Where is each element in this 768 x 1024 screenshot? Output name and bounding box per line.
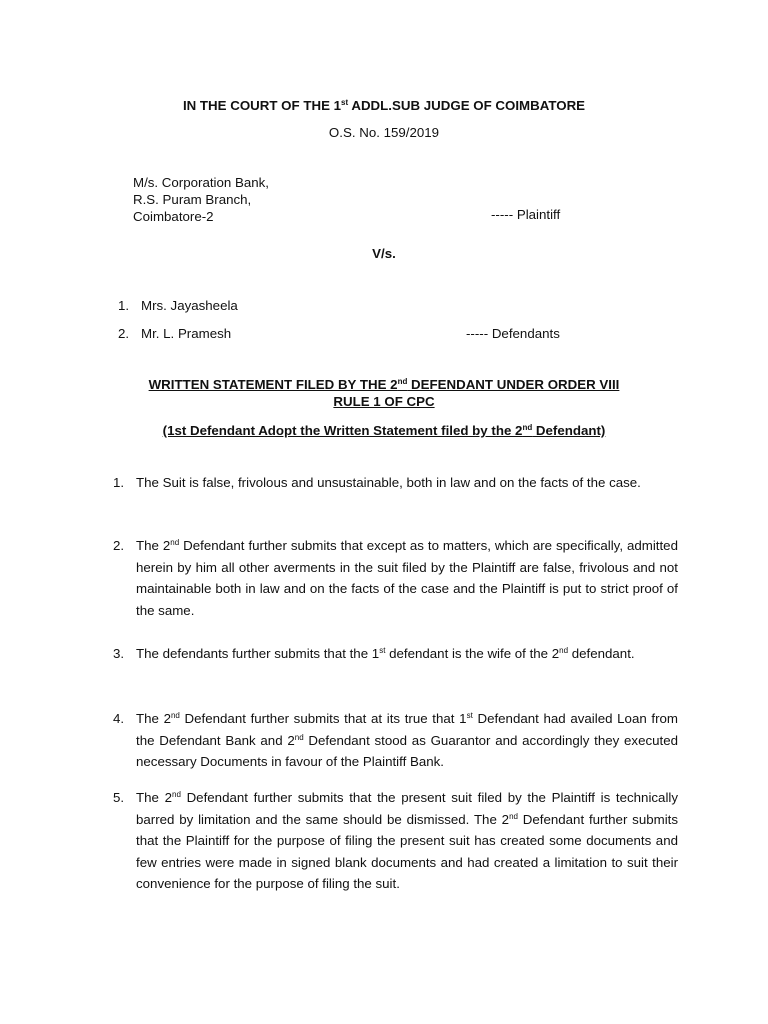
paragraph-5 [113, 787, 678, 895]
paragraph-number: 4. [113, 711, 125, 726]
paragraph-text: The 2nd Defendant further submits that the present suit filed by the Plaintiff is technically barred by limitation and the same should be dismissed. The 2nd Defendant further submits that the Plaintiff for the purpose of filing the present suit has created some documents and few entries were made in signed blank documents and had created a limitation to suit their convenience for the purpose of filing the suit. [136, 790, 678, 891]
versus-label: V/s. [372, 246, 396, 261]
paragraph-number: 5. [113, 790, 125, 805]
case-number: O.S. No. 159/2019 [328, 125, 440, 140]
defendant-1-name: Mrs. Jayasheela [141, 298, 238, 313]
defendant-2-name: Mr. L. Pramesh [141, 326, 232, 341]
court-title-suffix: ADDL.SUB JUDGE OF COIMBATORE [348, 98, 586, 113]
plaintiff-role: ----- Plaintiff [491, 207, 561, 222]
paragraph-number: 2. [113, 538, 125, 553]
statement-heading [0, 376, 768, 410]
plaintiff-branch-line: R.S. Puram Branch, [133, 192, 252, 207]
plaintiff-city-line: Coimbatore-2 [133, 209, 214, 224]
paragraph-text: The defendants further submits that the 1st defendant is the wife of the 2nd defendant. [136, 646, 635, 661]
statement-heading-line1: WRITTEN STATEMENT FILED BY THE 2nd DEFENDANT UNDER ORDER VIII [148, 377, 620, 392]
court-title-prefix: IN THE COURT OF THE 1 [182, 98, 342, 113]
paragraph-2 [113, 535, 678, 621]
statement-subheading: (1st Defendant Adopt the Written Statement filed by the 2nd Defendant) [162, 423, 606, 438]
paragraph-text: The 2nd Defendant further submits that at its true that 1st Defendant had availed Loan from the Defendant Bank and 2nd Defendant stood as Guarantor and accordingly they executed necessary Documents in favour of the Plaintiff Bank. [136, 711, 679, 769]
statement-heading-line2: RULE 1 OF CPC [333, 394, 435, 409]
paragraph-4 [113, 708, 678, 773]
plaintiff-block [133, 174, 269, 225]
paragraph-3 [113, 643, 678, 665]
court-title-sup: st [341, 98, 349, 107]
paragraph-number: 3. [113, 646, 125, 661]
defendant-1-number: 1. [118, 298, 130, 313]
defendants-role: ----- Defendants [466, 326, 560, 341]
defendant-2-number: 2. [118, 326, 130, 341]
paragraph-text: The 2nd Defendant further submits that except as to matters, which are specifically, admitted herein by him all other averments in the suit filed by the Plaintiff are false, frivolous and not maintainable both in law and on the facts of the case and the Plaintiff is put to strict proof of the same. [136, 538, 678, 618]
paragraph-number: 1. [113, 475, 125, 490]
court-title [0, 95, 768, 117]
paragraph-1 [113, 472, 678, 494]
paragraph-text: The Suit is false, frivolous and unsustainable, both in law and on the facts of the case. [136, 475, 641, 490]
plaintiff-name-line: M/s. Corporation Bank, [133, 175, 269, 190]
